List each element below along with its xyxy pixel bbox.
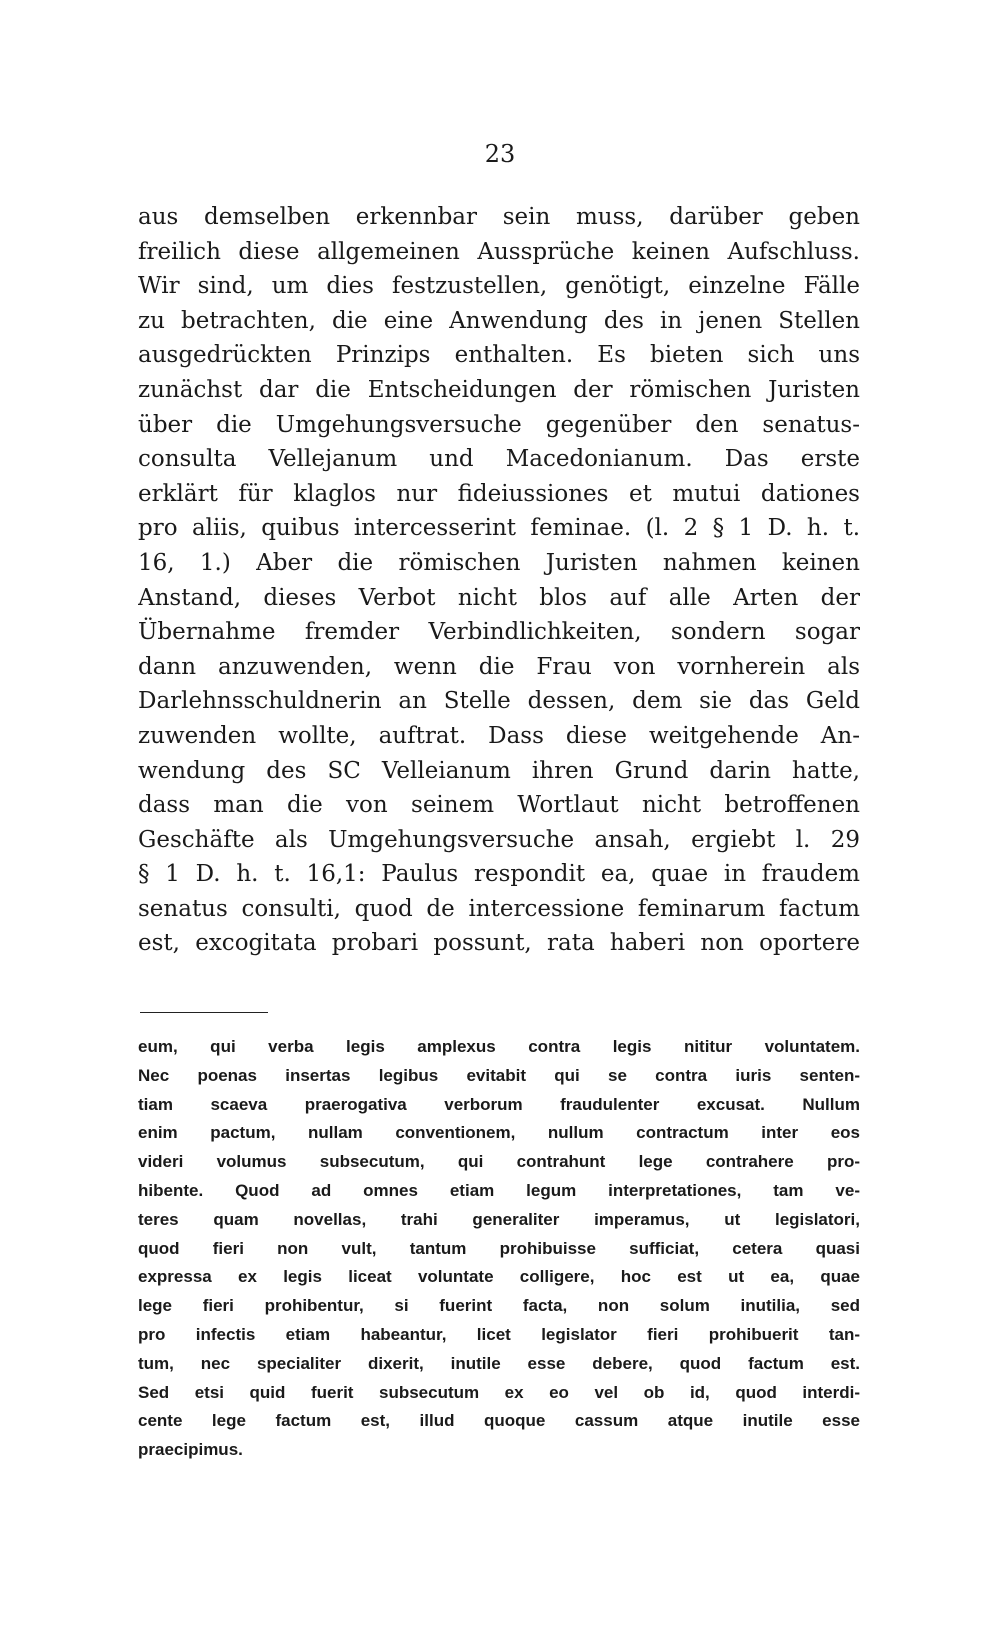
text-line: dass man die von seinem Wortlaut nicht betroffenen: [138, 792, 860, 819]
page-number: 23: [484, 140, 516, 168]
text-line: aus demselben erkennbar sein muss, darüber geben: [138, 204, 860, 230]
text-line: 16, 1.) Aber die römischen Juristen nahmen keinen: [138, 549, 860, 576]
text-line: ausgedrückten Prinzips enthalten. Es bieten sich uns: [138, 342, 860, 369]
text-line: § 1 D. h. t. 16,1: Paulus respondit ea, quae in fraudem: [138, 861, 860, 888]
text-line: freilich diese allgemeinen Aussprüche keinen Aufschluss.: [138, 238, 860, 265]
text-line: zu betrachten, die eine Anwendung des in jenen Stellen: [138, 307, 860, 334]
footnote-line: quod fieri non vult, tantum prohibuisse sufficiat, cetera quasi: [138, 1238, 860, 1258]
footnote-line: hibente. Quod ad omnes etiam legum interpretationes, tam ve-: [138, 1180, 860, 1200]
footnote-line: lege fieri prohibentur, si fuerint facta, non solum inutilia, sed: [138, 1296, 860, 1316]
footnote-line: Sed etsi quid fuerit subsecutum ex eo vel ob id, quod interdi-: [138, 1382, 860, 1402]
text-line: consulta Vellejanum und Macedonianum. Das erste: [138, 446, 860, 473]
footnote-line: tum, nec specialiter dixerit, inutile esse debere, quod factum est.: [138, 1353, 860, 1373]
footnote-divider: [140, 1012, 268, 1013]
footnote-line: tiam scaeva praerogativa verborum fraudulenter excusat. Nullum: [138, 1094, 860, 1114]
text-line: Anstand, dieses Verbot nicht blos auf alle Arten der: [138, 584, 860, 611]
footnote-line: eum, qui verba legis amplexus contra legis nititur voluntatem.: [138, 1037, 860, 1056]
footnote-line: videri volumus subsecutum, qui contrahunt lege contrahere pro-: [138, 1152, 860, 1172]
footnote-line: cente lege factum est, illud quoque cassum atque inutile esse: [138, 1411, 860, 1431]
text-line: Wir sind, um dies festzustellen, genötigt, einzelne Fälle: [138, 273, 860, 300]
main-text: [138, 200, 860, 961]
text-line: zunächst dar die Entscheidungen der römischen Juristen: [138, 376, 860, 403]
text-line: senatus consulti, quod de intercessione feminarum factum: [138, 895, 860, 922]
text-line: Darlehnsschuldnerin an Stelle dessen, dem sie das Geld: [138, 688, 860, 715]
text-line: Übernahme fremder Verbindlichkeiten, sondern sogar: [138, 619, 860, 646]
footnote-line: Nec poenas insertas legibus evitabit qui se contra iuris senten-: [138, 1065, 860, 1085]
text-line: est, excogitata probari possunt, rata haberi non oportere: [138, 930, 860, 957]
text-line: über die Umgehungsversuche gegenüber den senatus-: [138, 411, 860, 438]
footnote-line: enim pactum, nullam conventionem, nullum contractum inter eos: [138, 1123, 860, 1143]
text-line: pro aliis, quibus intercesserint feminae. (l. 2 § 1 D. h. t.: [138, 515, 860, 542]
footnote-line: praecipimus.: [138, 1440, 243, 1460]
text-line: zuwenden wollte, auftrat. Dass diese weitgehende An-: [138, 722, 860, 749]
footnote-text: [138, 1033, 860, 1465]
text-line: dann anzuwenden, wenn die Frau von vornherein als: [138, 653, 860, 680]
footnote-line: teres quam novellas, trahi generaliter imperamus, ut legislatori,: [138, 1209, 860, 1229]
text-line: wendung des SC Velleianum ihren Grund darin hatte,: [138, 757, 860, 784]
text-line: Geschäfte als Umgehungsversuche ansah, ergiebt l. 29: [138, 826, 860, 853]
footnote-line: expressa ex legis liceat voluntate colligere, hoc est ut ea, quae: [138, 1267, 860, 1287]
text-line: erklärt für klaglos nur fideiussiones et mutui dationes: [138, 480, 860, 507]
footnote-line: pro infectis etiam habeantur, licet legislator fieri prohibuerit tan-: [138, 1324, 860, 1344]
